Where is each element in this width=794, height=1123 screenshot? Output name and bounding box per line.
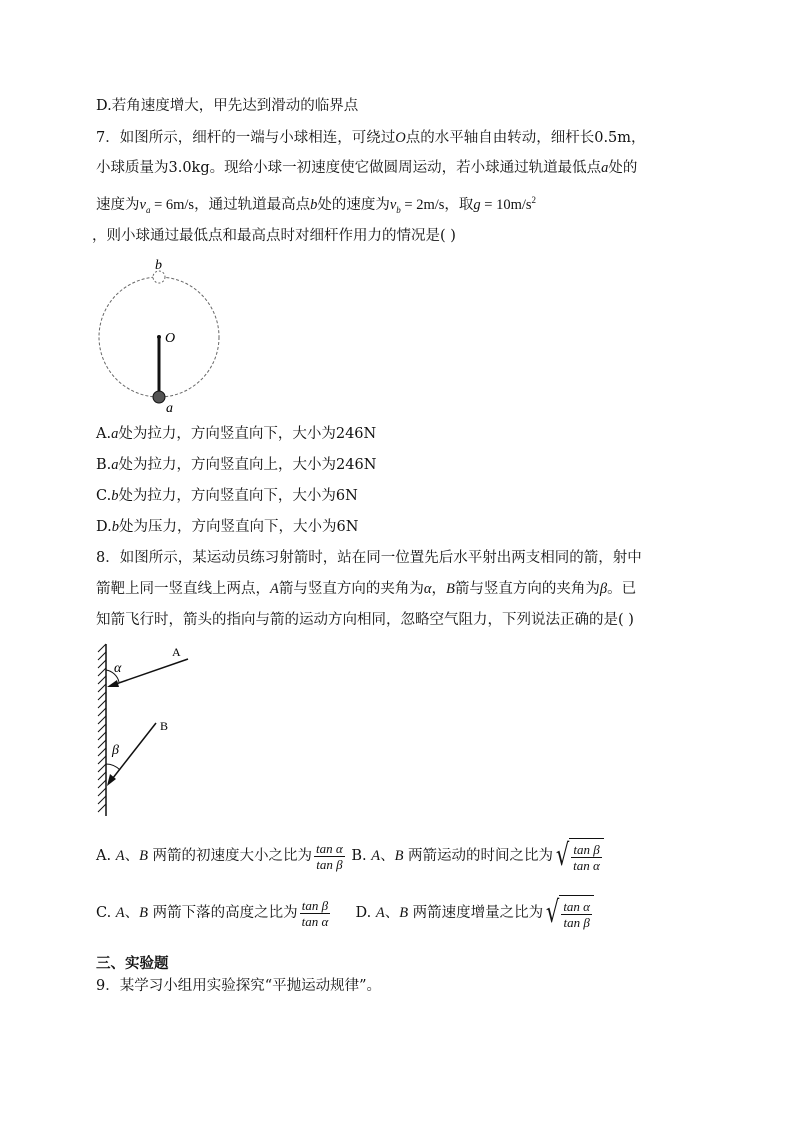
q7-line-3: 速度为$v_a = 6m/s$，通过轨道最高点b处的速度为$v_b = 2m/s$，取$g = 10m/s^2$ <box>96 195 537 215</box>
q7-line-1: 7．如图所示，细杆的一端与小球相连，可绕过O点的水平轴自由转动，细杆长0.5m， <box>96 130 646 146</box>
q7-circle-figure <box>92 256 232 416</box>
q8-option-c: C. A、B 两箭下落的高度之比为 $\frac{\text{tan β}}{\text{tan α}}$ <box>96 897 329 929</box>
q8-option-d: D. A、B 两箭速度增量之比为 √ $\frac{\text{tan α}}{\text{tan β}}$ <box>351 905 594 921</box>
center-point <box>157 335 161 339</box>
label-b: b <box>155 258 162 273</box>
q8-line-1: 8．如图所示，某运动员练习射箭时，站在同一位置先后水平射出两支相同的箭，射中 <box>96 550 642 566</box>
q7-option-d: D.b处为压力，方向竖直向下，大小为6N <box>96 519 359 535</box>
angle-beta-arc <box>106 764 120 770</box>
q8-arrow-figure <box>92 640 202 820</box>
arrow-a-shaft <box>110 659 188 686</box>
q9-line-1: 9．某学习小组用实验探究“平抛运动规律”。 <box>96 978 382 994</box>
q8-options-ab <box>96 838 604 874</box>
prev-option-d: D.若角速度增大，甲先达到滑动的临界点 <box>96 98 359 114</box>
section-title: 三、实验题 <box>96 956 169 972</box>
label-beta: β <box>112 743 119 758</box>
q8-option-d-sqrt: √ $\frac{\text{tan α}}{\text{tan β}}$ <box>543 895 594 931</box>
q8-option-c-fraction: $\frac{\text{tan β}}{\text{tan α}}$ <box>301 897 329 929</box>
q7-option-a: A.a处为拉力，方向竖直向下，大小为246N <box>96 426 377 442</box>
q7-line-2: 小球质量为3.0kg。现给小球一初速度使它做圆周运动，若小球通过轨道最低点a处的 <box>96 160 638 176</box>
arrow-a-head <box>107 680 119 687</box>
q8-options-cd <box>96 895 594 931</box>
label-a: a <box>166 401 173 416</box>
q8-option-b: B. A、B 两箭运动的时间之比为 √ $\frac{\text{tan β}}{\text{tan α}}$ <box>351 848 604 864</box>
q7-line-4: ，则小球通过最低点和最高点时对细杆作用力的情况是( ) <box>92 228 456 244</box>
q7-option-c: C.b处为拉力，方向竖直向下，大小为6N <box>96 488 358 504</box>
label-o: O <box>165 331 176 346</box>
q8-option-b-sqrt: √ $\frac{\text{tan β}}{\text{tan α}}$ <box>553 838 604 874</box>
q7-option-b: B.a处为拉力，方向竖直向上，大小为246N <box>96 457 377 473</box>
label-arrow-b: B <box>160 719 169 733</box>
wall-hatching <box>98 644 106 812</box>
label-arrow-a: A <box>172 645 181 659</box>
q8-line-3: 知箭飞行时，箭头的指向与箭的运动方向相同，忽略空气阻力，下列说法正确的是( ) <box>96 612 634 628</box>
q8-option-a: A. A、B 两箭的初速度大小之比为 $\frac{\text{tan α}}{\text{tan β}}$ <box>96 840 343 872</box>
q8-option-a-fraction: $\frac{\text{tan α}}{\text{tan β}}$ <box>316 840 343 872</box>
bottom-ball <box>153 391 165 403</box>
label-alpha: α <box>114 661 122 676</box>
q8-line-2: 箭靶上同一竖直线上两点，A箭与竖直方向的夹角为α，B箭与竖直方向的夹角为β。已 <box>96 581 637 597</box>
